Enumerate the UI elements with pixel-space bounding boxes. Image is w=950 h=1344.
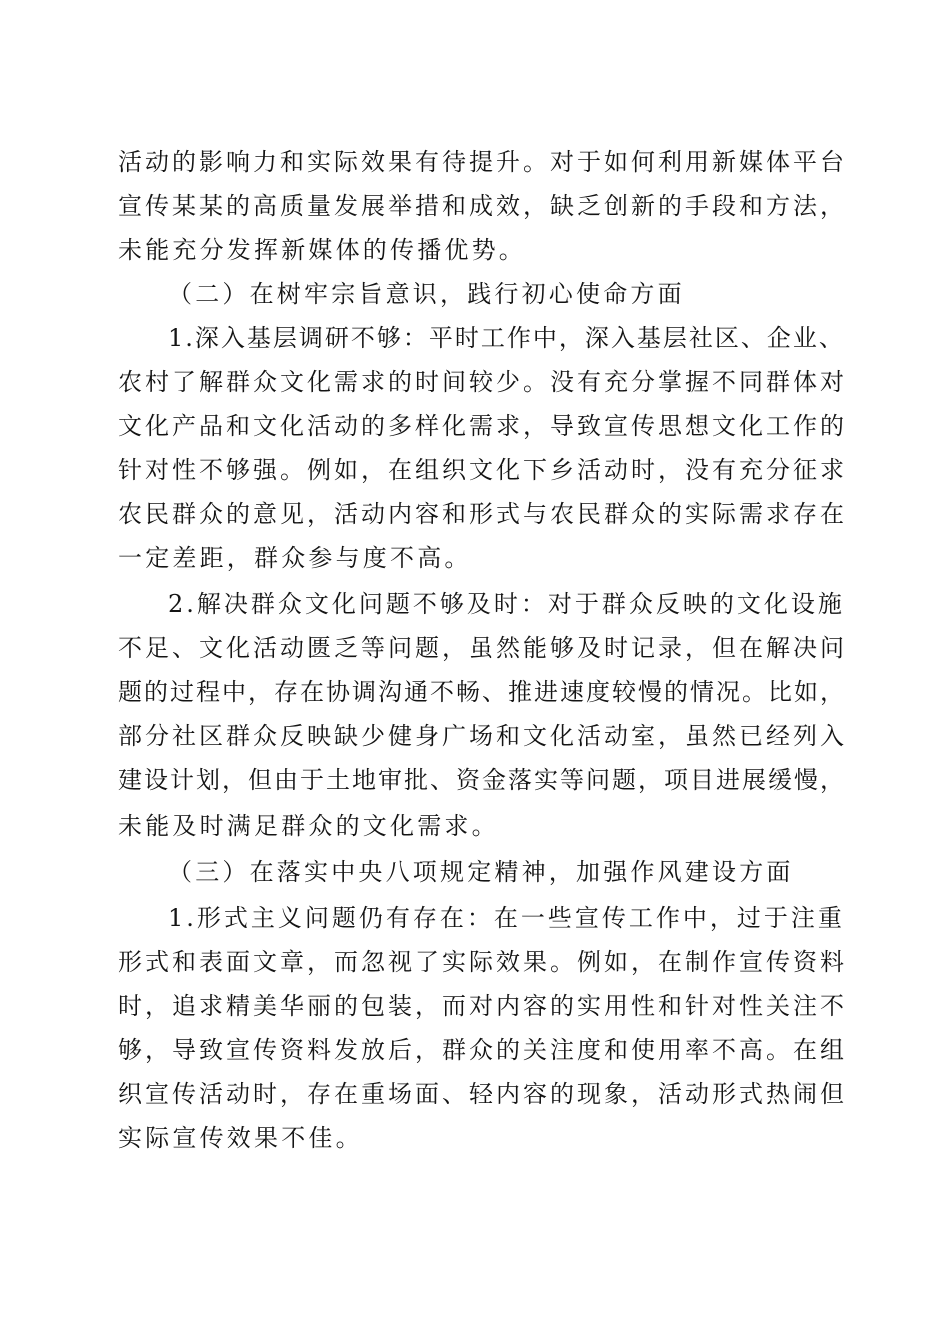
paragraph-line bbox=[168, 582, 950, 626]
section-heading bbox=[168, 850, 950, 894]
paragraph-line bbox=[118, 492, 950, 536]
paragraph-line bbox=[118, 804, 950, 848]
paragraph-line bbox=[118, 228, 950, 272]
paragraph-line bbox=[168, 316, 950, 360]
section-heading bbox=[168, 272, 950, 316]
line-text: 部分社区群众反映缺少健身广场和文化活动室，虽然已经列入 bbox=[118, 722, 847, 750]
paragraph-line bbox=[118, 536, 950, 580]
paragraph-line bbox=[118, 360, 950, 404]
line-text: 宣传某某的高质量发展举措和成效，缺乏创新的手段和方法， bbox=[118, 192, 847, 220]
line-text: 活动的影响力和实际效果有待提升。对于如何利用新媒体平台 bbox=[118, 148, 847, 176]
paragraph-line bbox=[118, 1072, 950, 1116]
line-text: 题的过程中，存在协调沟通不畅、推进速度较慢的情况。比如， bbox=[118, 678, 846, 706]
paragraph-line bbox=[118, 448, 950, 492]
line-text: 一定差距，群众参与度不高。 bbox=[118, 544, 472, 572]
line-text: 织宣传活动时，存在重场面、轻内容的现象，活动形式热闹但 bbox=[118, 1080, 847, 1108]
paragraph-line bbox=[118, 184, 950, 228]
line-text: 未能充分发挥新媒体的传播优势。 bbox=[118, 236, 526, 264]
line-text: 1.形式主义问题仍有存在：在一些宣传工作中，过于注重 bbox=[168, 904, 845, 932]
paragraph-line bbox=[118, 1116, 950, 1160]
heading-text: （二）在树牢宗旨意识，践行初心使命方面 bbox=[168, 280, 685, 308]
paragraph-line bbox=[168, 896, 950, 940]
line-text: 够，导致宣传资料发放后，群众的关注度和使用率不高。在组 bbox=[118, 1036, 847, 1064]
line-text: 2.解决群众文化问题不够及时：对于群众反映的文化设施 bbox=[168, 590, 845, 618]
paragraph-line bbox=[118, 404, 950, 448]
line-text: 农村了解群众文化需求的时间较少。没有充分掌握不同群体对 bbox=[118, 368, 847, 396]
line-text: 实际宣传效果不佳。 bbox=[118, 1124, 363, 1152]
line-text: 农民群众的意见，活动内容和形式与农民群众的实际需求存在 bbox=[118, 500, 847, 528]
paragraph-line bbox=[118, 1028, 950, 1072]
line-text: 时，追求精美华丽的包装，而对内容的实用性和针对性关注不 bbox=[118, 992, 847, 1020]
paragraph-line bbox=[118, 940, 950, 984]
paragraph-line bbox=[118, 626, 950, 670]
line-text: 针对性不够强。例如，在组织文化下乡活动时，没有充分征求 bbox=[118, 456, 847, 484]
line-text: 不足、文化活动匮乏等问题，虽然能够及时记录，但在解决问 bbox=[118, 634, 847, 662]
line-text: 文化产品和文化活动的多样化需求，导致宣传思想文化工作的 bbox=[118, 412, 847, 440]
line-text: 1.深入基层调研不够：平时工作中，深入基层社区、企业、 bbox=[168, 324, 845, 352]
paragraph-line bbox=[118, 984, 950, 1028]
paragraph-line bbox=[118, 714, 950, 758]
paragraph-line bbox=[118, 140, 950, 184]
line-text: 形式和表面文章，而忽视了实际效果。例如，在制作宣传资料 bbox=[118, 948, 847, 976]
line-text: 建设计划，但由于土地审批、资金落实等问题，项目进展缓慢， bbox=[118, 766, 846, 794]
line-text: 未能及时满足群众的文化需求。 bbox=[118, 812, 499, 840]
heading-text: （三）在落实中央八项规定精神，加强作风建设方面 bbox=[168, 858, 794, 886]
paragraph-line bbox=[118, 670, 950, 714]
paragraph-line bbox=[118, 758, 950, 802]
